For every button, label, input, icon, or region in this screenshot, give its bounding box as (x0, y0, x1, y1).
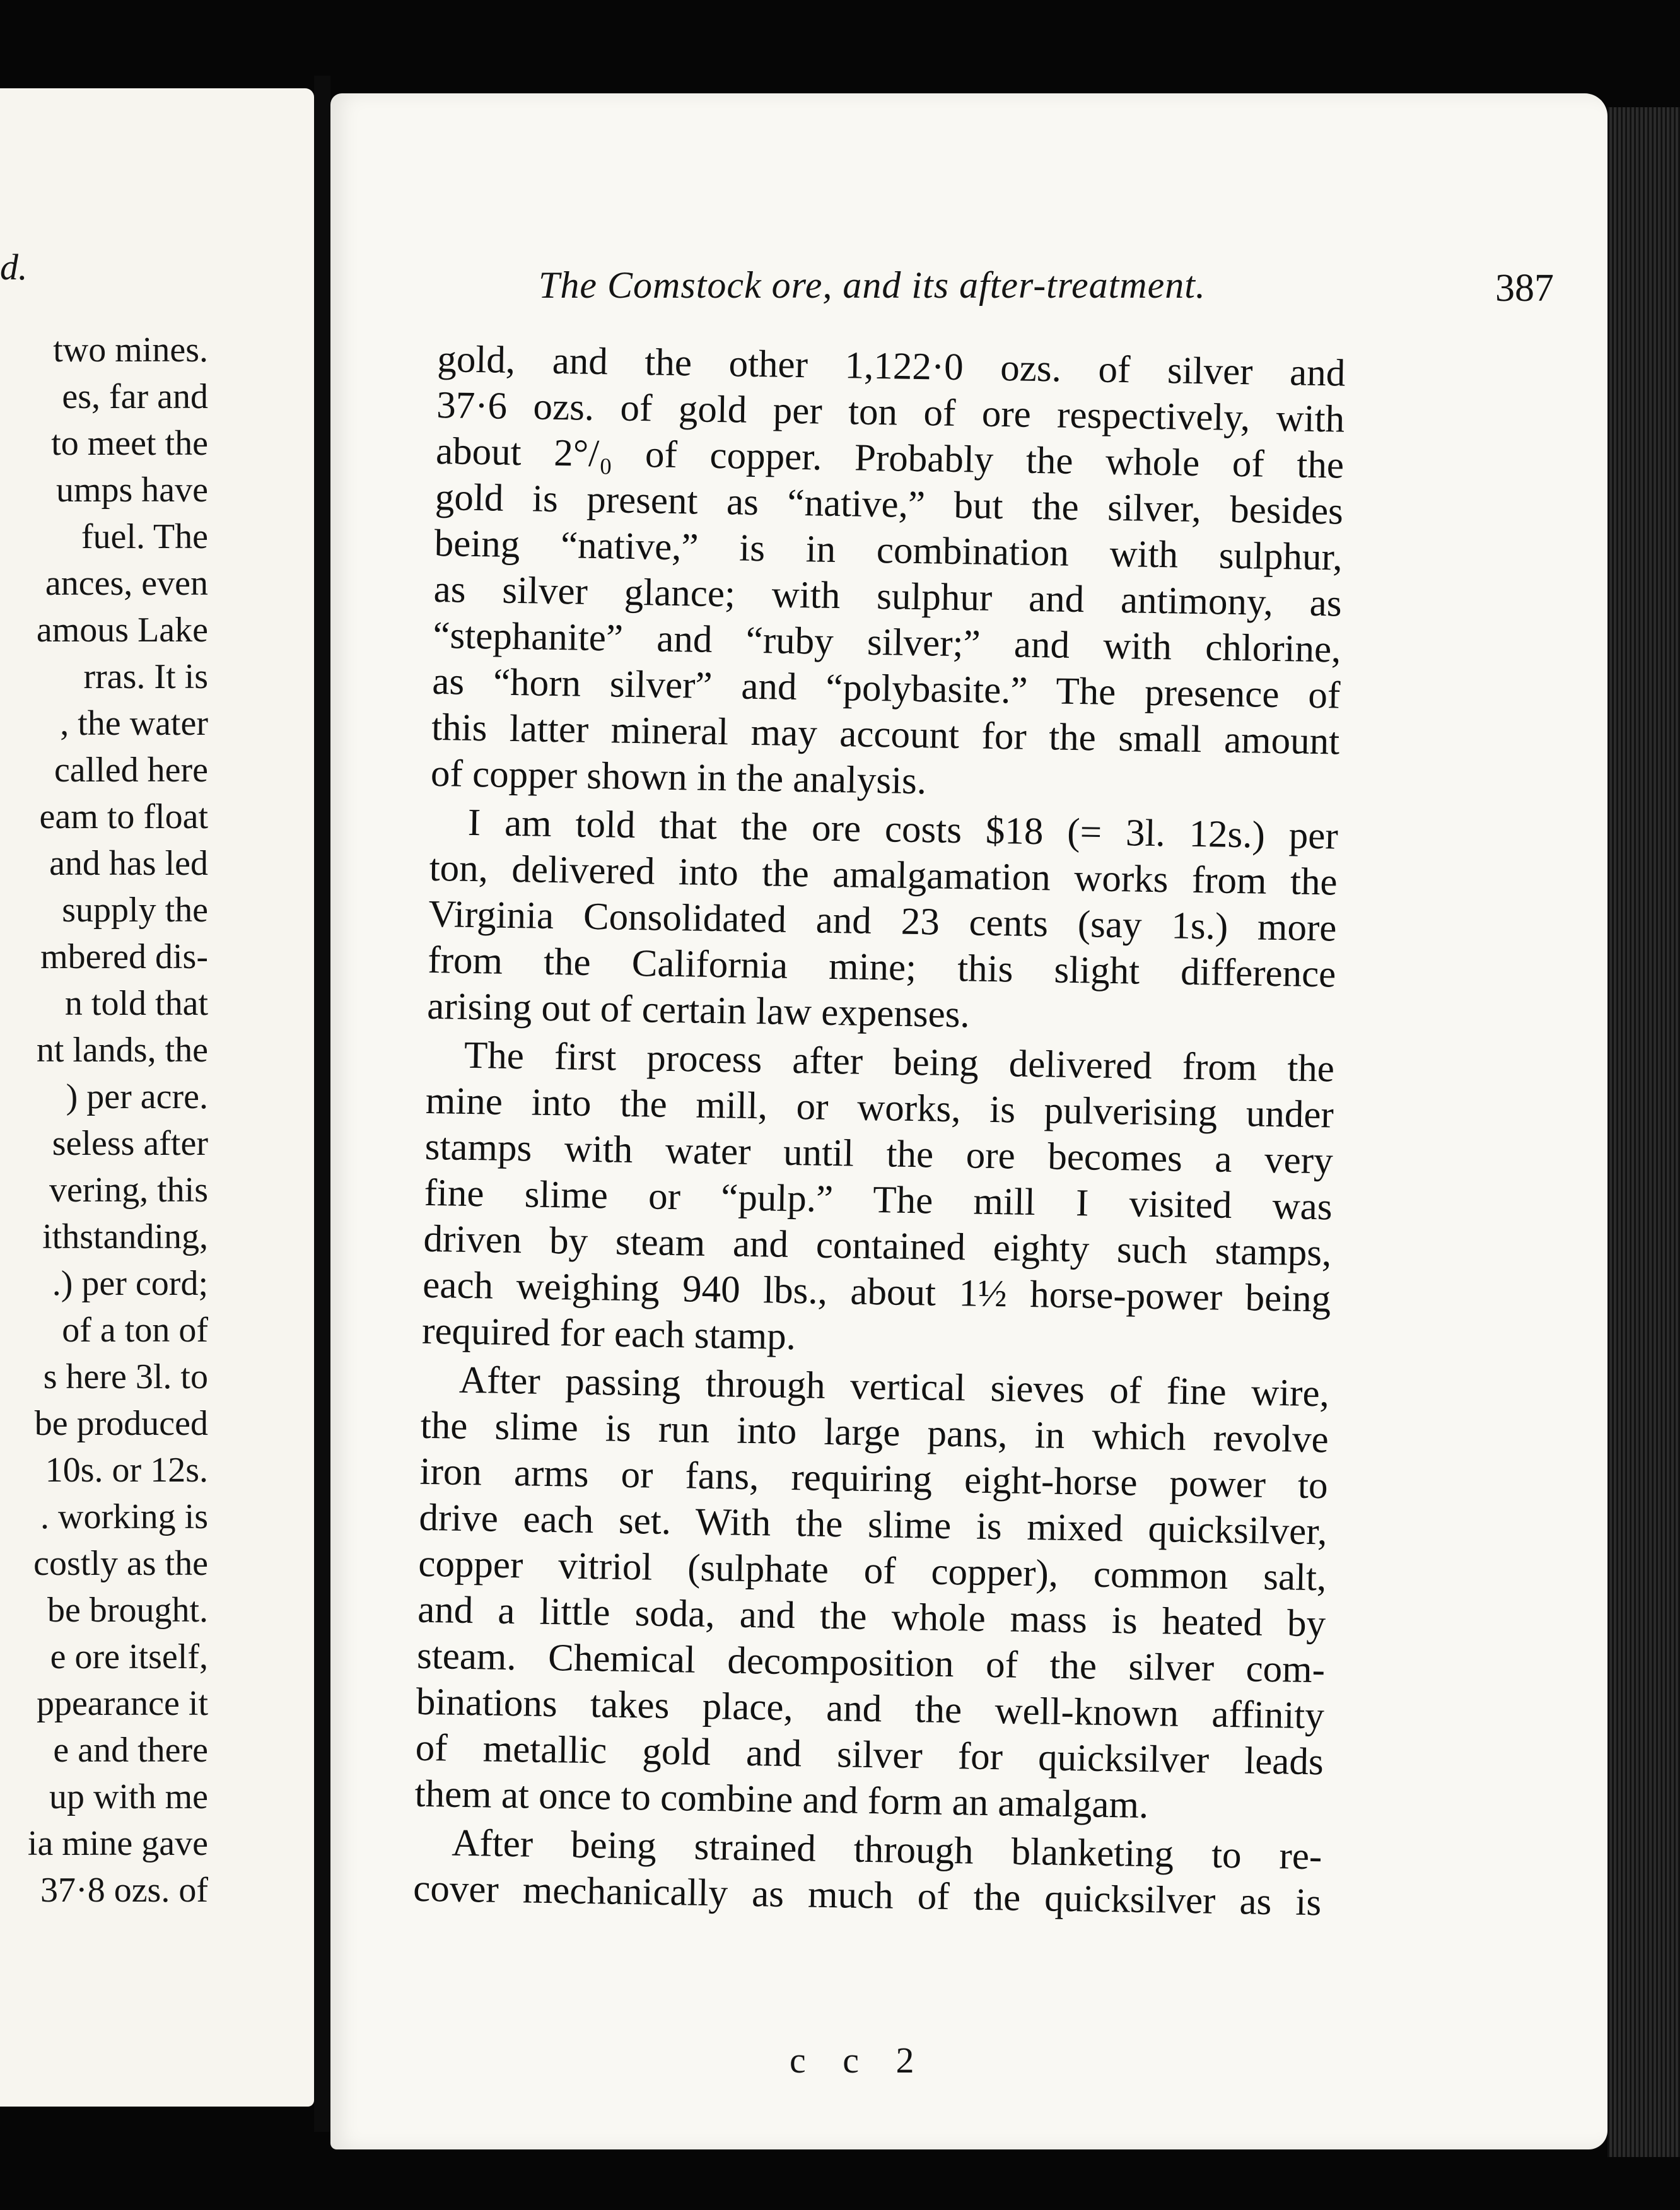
left-page-line: ) per acre. (66, 1077, 208, 1116)
text-line: gold, and the other 1,122·0 ozs. of silver and (436, 337, 1346, 395)
text-line: and a little soda, and the whole mass is heated by (417, 1588, 1326, 1646)
left-page-line: ia mine gave (27, 1824, 208, 1863)
paragraph (413, 1820, 1322, 1926)
left-page-line: ppearance it (36, 1684, 208, 1723)
left-page-line: e ore itself, (50, 1637, 208, 1676)
text-line: copper vitriol (sulphate of copper), common salt, (417, 1542, 1327, 1599)
text-line: them at once to combine and form an amalgam. (414, 1772, 1149, 1827)
text-line: After being strained through blanketing to re- (451, 1821, 1322, 1878)
text-line: iron arms or fans, requiring eight-horse power to (419, 1450, 1329, 1507)
text-line: about 2°/₀ of copper. Probably the whole of the (435, 430, 1345, 487)
left-page (0, 88, 314, 2107)
left-page-line: e and there (53, 1731, 208, 1770)
text-line: being “native,” is in combination with sulphur, (434, 522, 1343, 579)
left-page-line: , the water (60, 704, 208, 743)
text-line: fine slime or “pulp.” The mill I visited was (424, 1171, 1333, 1229)
text-line: The first process after being delivered from the (464, 1034, 1335, 1090)
signature-mark: c c 2 (790, 2040, 928, 2081)
left-page-line: rras. It is (83, 657, 208, 696)
text-line: required for each stamp. (421, 1309, 796, 1359)
text-line: After passing through vertical sieves of fine wire, (458, 1359, 1330, 1415)
text-line: mine into the mill, or works, is pulverising under (425, 1079, 1334, 1137)
left-page-line: mbered dis- (40, 937, 208, 976)
left-page-line: of a ton of (62, 1311, 208, 1350)
left-page-line: up with me (49, 1777, 208, 1816)
text-line: binations takes place, and the well-known affinity (416, 1680, 1325, 1738)
book-gutter (314, 76, 330, 2132)
text-line: each weighing 940 lbs., about 1½ horse-power being (422, 1263, 1331, 1321)
text-line: this latter mineral may account for the small amount (431, 706, 1340, 763)
left-page-line: 37·8 ozs. of (40, 1871, 208, 1910)
paragraph (422, 1032, 1335, 1369)
left-page-line: 10s. or 12s. (45, 1451, 208, 1490)
text-line: gold is present as “native,” but the silver, besides (435, 476, 1344, 533)
left-page-line: ithstanding, (42, 1217, 208, 1256)
left-page-line: seless after (52, 1124, 208, 1163)
paragraph (414, 1357, 1329, 1832)
left-page-line: umps have (55, 471, 208, 510)
left-page-text (0, 327, 208, 1914)
text-line: as silver glance; with sulphur and antimony, as (433, 568, 1343, 625)
text-line: arising out of certain law expenses. (426, 985, 971, 1036)
text-line: “stephanite” and “ruby silver;” and with chlorine, (433, 614, 1341, 671)
paragraph (427, 799, 1339, 1044)
left-page-line: nt lands, the (36, 1031, 208, 1070)
left-page-line: be brought. (47, 1591, 208, 1630)
text-line: the slime is run into large pans, in which revolve (420, 1404, 1329, 1461)
text-line: driven by steam and contained eighty such stamps, (423, 1217, 1332, 1275)
body-text (413, 336, 1346, 1928)
left-page-line: vering, this (49, 1171, 208, 1210)
text-line: ton, delivered into the amalgamation works from the (429, 846, 1338, 904)
left-page-line: .) per cord; (52, 1264, 208, 1303)
text-line: I am told that the ore costs $18 (= 3l. 12s.) per (467, 801, 1339, 858)
left-page-line: ances, even (45, 564, 208, 603)
left-page-line: eam to float (39, 797, 208, 836)
left-page-line: two mines. (53, 330, 208, 370)
left-page-line: supply the (62, 891, 208, 930)
left-page-line: es, far and (62, 377, 208, 416)
left-page-line: and has led (49, 844, 208, 883)
text-line: of metallic gold and silver for quicksilver leads (415, 1726, 1324, 1784)
text-line: of copper shown in the analysis. (430, 752, 927, 803)
running-head (539, 264, 1554, 320)
left-page-line: to meet the (51, 424, 208, 463)
left-page-line: costly as the (33, 1544, 208, 1583)
left-page-line: called here (54, 751, 208, 790)
left-page-line: amous Lake (36, 611, 208, 650)
left-page-line: . working is (40, 1497, 208, 1536)
text-line: drive each set. With the slime is mixed quicksilver, (419, 1496, 1327, 1553)
text-line: steam. Chemical decomposition of the silver com- (416, 1634, 1326, 1692)
left-page-line: s here 3l. to (43, 1357, 208, 1396)
text-line: 37·6 ozs. of gold per ton of ore respectively, with (436, 383, 1345, 441)
left-page-heading: d. (0, 247, 28, 288)
text-line: Virginia Consolidated and 23 cents (say 1s.) more (428, 892, 1337, 950)
left-page-line: be produced (34, 1404, 208, 1443)
right-page (330, 93, 1607, 2149)
page-number: 387 (1495, 267, 1554, 310)
text-line: cover mechanically as much of the quicksilver as is (412, 1867, 1322, 1924)
left-page-line: fuel. The (81, 517, 208, 556)
text-line: as “horn silver” and “polybasite.” The presence of (431, 660, 1341, 717)
text-line: stamps with water until the ore becomes a very (424, 1125, 1334, 1183)
running-head-title: The Comstock ore, and its after-treatment. (539, 264, 1206, 306)
paragraph (431, 336, 1346, 811)
left-page-line: n told that (64, 984, 208, 1023)
page-edges (1607, 107, 1680, 2157)
text-line: from the California mine; this slight difference (427, 938, 1336, 996)
